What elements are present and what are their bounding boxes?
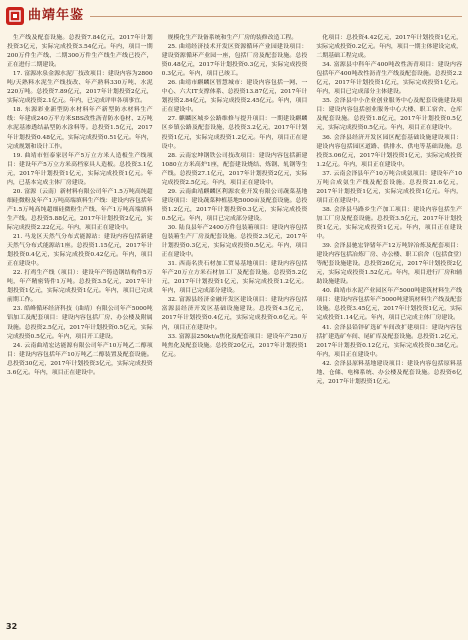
page-number: 32 <box>6 622 18 631</box>
header-rule <box>90 16 462 17</box>
article-body <box>7 34 462 612</box>
paragraph: 22. 打鸡生产线（项目）：建设年产铸造钢结构件5万吨，年产精密铸件1万吨。总投资3.5亿元，2017年计划投资1亿元，实际完成投资1亿元。年内，项目已完成前期工作。 <box>7 270 153 304</box>
paragraph: 生产线及配套设施。总投资7.84亿元，2017年计划投资3亿元，实际完成投资3.54亿元。年内，项目一期200万件生产线、二期300万件生产线生产线已投产，正在进行二期建设。 <box>7 35 153 69</box>
paragraph: 37. 云南会泽县年产10万吨合成氨项目：建设年产10万吨合成氨生产线及配套设施。总投资21.6亿元，2017年计划投资1亿元，实际完成投资1亿元。年内，项目正在建设中。 <box>316 170 463 204</box>
paragraph: 28. 云南宏坤钢铁公司技改项目：建设内容包括新建1080立方米高炉1座，配套建设烧结、炼钢、轧钢等生产线。总投资27.1亿元，2017年计划投资2亿元，实际完成投资2.5亿元。年内，项目正在建设中。 <box>161 152 308 186</box>
yearbook-logo-icon <box>6 7 24 25</box>
paragraph: 40. 曲靖市水泥产业园区年产5000吨建筑材料生产线项目：建设内容包括年产5000吨建筑材料生产线及配套设施。总投资3.45亿元，2017年计划投资1亿元，实际完成投资1.14亿元。年内，项目已完成主体厂房建设。 <box>316 288 463 322</box>
paragraph: 化项目：总投资4.42亿元，2017年计划投资1亿元，实际完成投资0.2亿元。年内，项目一期主体建设完成，二期基础工程完成。 <box>316 35 463 60</box>
paragraph: 24. 云南曲靖宏达能源有限公司年产10万吨乙二醇项目：建设内容包括年产10万吨乙二醇装置及配套设施。总投资30亿元，2017年计划投资3亿元，实际完成投资3.6亿元。年内，项目正在建设中。 <box>7 342 153 376</box>
paragraph: 20. 富源（云南）新材料有限公司年产1.5万吨高纯超细硅微粉及年产1万吨高端填料生产线：建设内容包括年产1.5万吨高纯超细硅微粉生产线、年产1万吨高端填料生产线。总投资5.88亿元，2017年计划投资2亿元，实际完成投资2.22亿元。年内，项目正在建设中。 <box>7 188 153 231</box>
paragraph: 42. 会泽县原料基地建设项目：建设内容包括原料基地、仓储、电梯系统、办公楼及配套设施。总投资6亿元，2017年计划投资1亿元。 <box>316 360 463 385</box>
paragraph: 33. 富源县250kt/a焦化及配套项目：建设年产250万吨焦化及配套设施。总投资20亿元，2017年计划投资1亿元。 <box>161 333 308 358</box>
page-header <box>0 0 468 30</box>
paragraph: 36. 会泽县经济开发区园区配套基础设施建设项目：建设内容包括园区道路、供排水、供电等基础设施。总投资3.06亿元，2017年计划投资1亿元，实际完成投资1.2亿元。年内，项目正在建设中。 <box>316 134 463 168</box>
column-2 <box>162 34 308 612</box>
column-1 <box>7 34 153 612</box>
paragraph: 41. 会泽县铅锌矿选矿车间改扩建项目：建设内容包括扩建选矿车间、尾矿库及配套设施。总投资1.2亿元，2017年计划投资0.12亿元，实际完成投资0.38亿元。年内，项目正在建设中。 <box>316 324 463 358</box>
paragraph: 32. 富源县经济金融开发区建设项目：建设内容包括富源县经济开发区基础设施建设。总投资4.3亿元，2017年计划投资0.4亿元，实际完成投资0.6亿元。年内，项目正在建设中。 <box>161 297 308 331</box>
paragraph: 39. 会泽县驰宏锌锗年产12万吨锌冶炼及配套项目：建设内容包括冶炼厂房、办公楼、职工宿舍（包括食堂）等配套设施建设。总投资26亿元，2017年计划投资2亿元，实际完成投资1.52亿元。年内，项目进行厂房和辅助设施建设。 <box>316 243 463 286</box>
paragraph: 27. 麒麟区城乡公路维修与提升项目：一期建设麒麟区乡镇公路及配套设施，总投资3.2亿元，2017年计划投资1亿元，实际完成投资1.2亿元。年内，项目正在建设中。 <box>161 116 308 150</box>
paragraph: 19. 曲靖市恒泰家居年产5万立方米人造板生产线项目：建设年产5万立方米高档家具人造板。总投资3.1亿元，2017年计划投资1亿元，实际完成投资1亿元。年内，已基本完成主体厂房建设。 <box>7 152 153 186</box>
paragraph: 35. 会泽县中小企业创业服务中心及配套设施建设项目：建设内容包括创业服务中心大楼、职工宿舍、仓库及配套设施。总投资1.8亿元，2017年计划投资0.5亿元，实际完成投资0.5亿元。年内，项目正在建设中。 <box>316 98 463 132</box>
paragraph: 规模化生产设备系统和生产厂房的装修改造工程。 <box>167 35 298 41</box>
paragraph: 31. 西南名贵石材加工贸易基地项目：建设内容包括年产20万立方米石材加工厂及配套设施。总投资5.2亿元，2017年计划投资1亿元，实际完成投资1.2亿元。年内，项目已完成部分建设。 <box>161 261 308 295</box>
paragraph: 25. 曲靖经济技术开发区资源循环产业园建设项目：建设资源循环产业园一座，包括厂房及配套设施。总投资0.48亿元，2017年计划投资0.3亿元，实际完成投资0.3亿元。年内，项目已竣工。 <box>161 44 308 78</box>
paragraph: 17. 富源冰泉金源水泥厂技改项目：建设内容为2800吨/天熟料水泥生产线技改、年产熟料330万吨、水泥220万吨。总投资7.89亿元，2017年计划投资2亿元，实际完成投资2.1亿元。年内，已完成评审各项事宜。 <box>7 71 153 105</box>
paragraph: 21. 马龙区天然气分布式能源站：建设内容包括新建天然气分布式能源站1座。总投资1.15亿元，2017年计划投资0.4亿元，实际完成投资0.42亿元。年内，项目正在建设中。 <box>7 234 153 268</box>
paragraph: 30. 陆良县年产2400万件包装箱项目：建设内容包括包装箱生产厂房及配套设施。总投资2.3亿元，2017年计划投资0.3亿元，实际完成投资0.5亿元。年内，项目正在建设中。 <box>161 224 308 259</box>
paragraph: 29. 云南曲靖麒麟区利源农业开发有限公司蔬菜基地建设项目：建设蔬菜种植基地5000亩及配套设施。总投资1.2亿元，2017年计划投资0.3亿元，实际完成投资0.5亿元。年内，项目已完成部分建设。 <box>161 188 308 222</box>
header-title: 曲靖年鉴 <box>28 8 85 23</box>
paragraph: 38. 会泽县马路乡生产加工项目：建设内容包括生产加工厂房及配套设施。总投资3.5亿元，2017年计划投资1亿元，实际完成投资1亿元。年内，项目正在建设中。 <box>316 206 463 241</box>
paragraph: 26. 曲靖市麒麟区智慧城市：建设内容包括一网、一中心、六大IT支撑体系、总投资13.87亿元，2017年计划投资2.84亿元，实际完成投资2.45亿元。年内，项目正在建设中。 <box>161 80 308 114</box>
paragraph: 23. 皓峰循环经济科技（曲靖）有限公司年产5000吨铝加工及配套项目：建设内容包括厂房、办公楼及附属设施。总投资2.5亿元，2017年计划投资0.5亿元，实际完成投资0.5亿元。年内，项目开工建设。 <box>7 306 153 340</box>
paragraph: 34. 富源县中科年产400吨改性沥青项目：建设内容包括年产400吨改性沥青生产线及配套设施。总投资2.2亿元，2017年计划投资1亿元，实际完成投资1亿元。年内，项目已完成部分主体建设。 <box>316 62 463 96</box>
paragraph: 18. 东源彩业新型防水材料年产新型防水材料生产线：年建成240万平方米SBS改性沥青防水卷材、2万吨水泥基渗透结晶型防水涂料等。总投资1.5亿元，2017年计划投资0.48亿元，实际完成投资0.51亿元。年内，完成规划和设计工作。 <box>7 107 153 150</box>
column-3 <box>316 34 462 612</box>
